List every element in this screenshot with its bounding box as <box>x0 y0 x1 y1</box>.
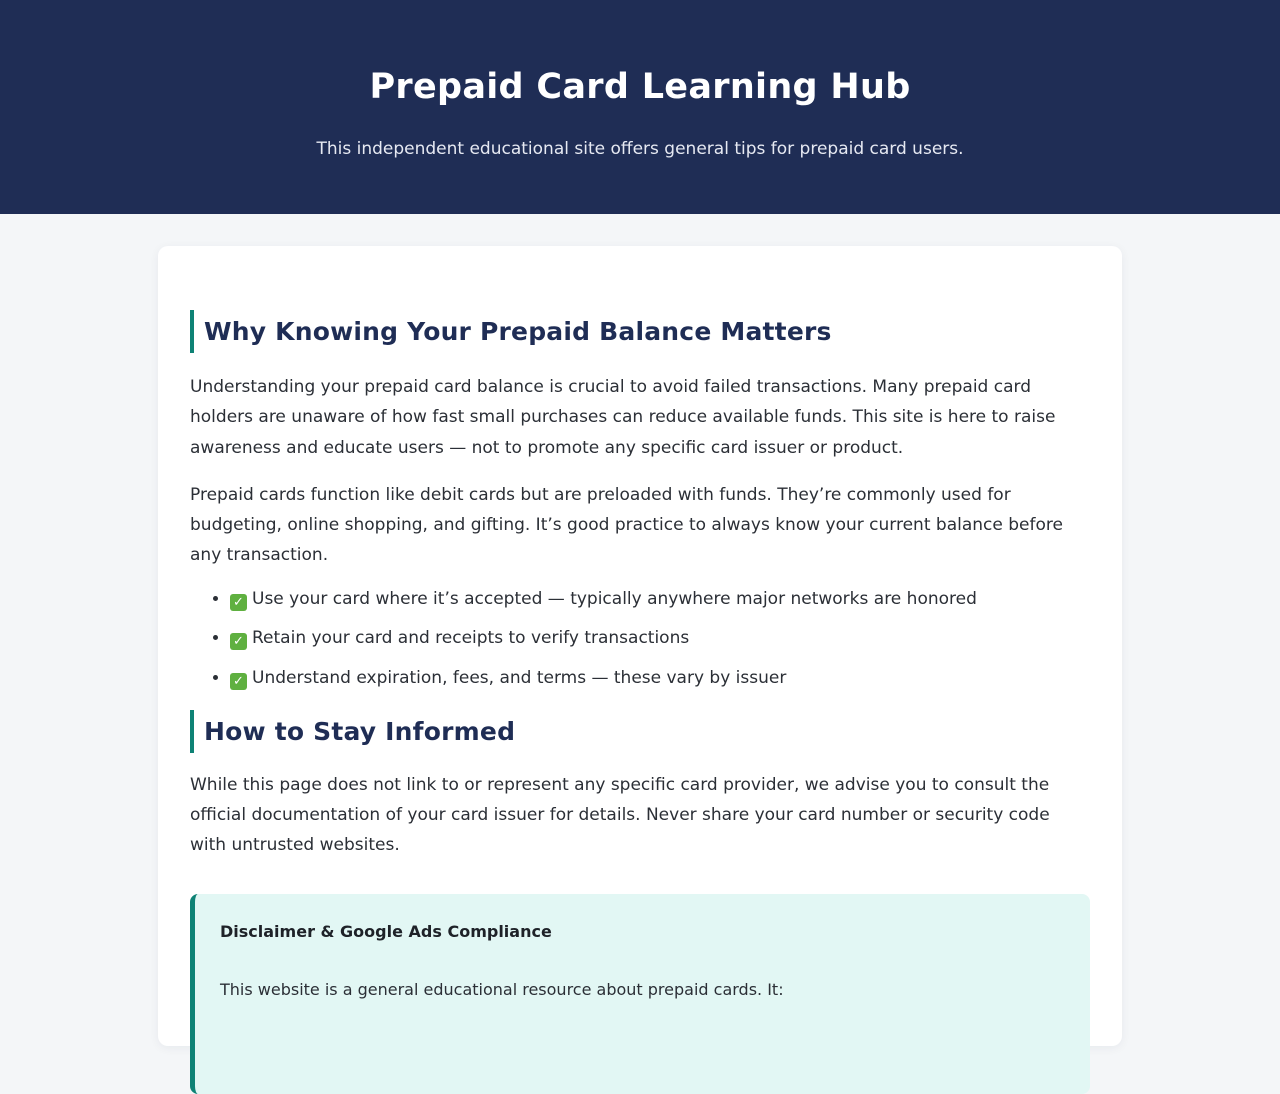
list-item-text: Use your card where it’s accepted — typically anywhere major networks are honored <box>252 588 977 609</box>
site-header <box>0 0 1280 214</box>
site-title: Prepaid Card Learning Hub <box>369 67 911 107</box>
paragraph-balance-intro: Understanding your prepaid card balance is crucial to avoid failed transactions. Many prepaid card holders are unaware of how fast small purchases can reduce available funds. This site is here to raise awareness and educate users — not to promote any specific card issuer or product. <box>190 377 1056 458</box>
list-item <box>230 627 1090 650</box>
site-subtitle: This independent educational site offers general tips for prepaid card users. <box>316 139 964 159</box>
list-item <box>230 588 1090 611</box>
tips-checklist <box>190 588 1090 690</box>
section-heading-balance: Why Knowing Your Prepaid Balance Matters <box>190 310 1090 353</box>
list-item <box>230 667 1090 690</box>
paragraph-stay-informed: While this page does not link to or represent any specific card provider, we advise you to consult the official documentation of your card issuer for details. Never share your card number or security code with untrusted websites. <box>190 774 1050 856</box>
list-item-text: Understand expiration, fees, and terms — these vary by issuer <box>252 667 787 688</box>
disclaimer-box <box>190 894 1090 1094</box>
list-item-text: Retain your card and receipts to verify transactions <box>252 628 690 649</box>
check-mark-icon: ✓ <box>230 594 247 611</box>
disclaimer-text: This website is a general educational resource about prepaid cards. It: <box>220 979 784 999</box>
disclaimer-title: Disclaimer & Google Ads Compliance <box>220 921 552 941</box>
check-mark-icon: ✓ <box>230 633 247 650</box>
check-mark-icon: ✓ <box>230 673 247 690</box>
section-heading-stay-informed: How to Stay Informed <box>190 710 1090 753</box>
paragraph-prepaid-function: Prepaid cards function like debit cards but are preloaded with funds. They’re commonly used for budgeting, online shopping, and gifting. It’s good practice to always know your current balance before any transaction. <box>190 484 1063 566</box>
content-card <box>158 246 1122 1046</box>
